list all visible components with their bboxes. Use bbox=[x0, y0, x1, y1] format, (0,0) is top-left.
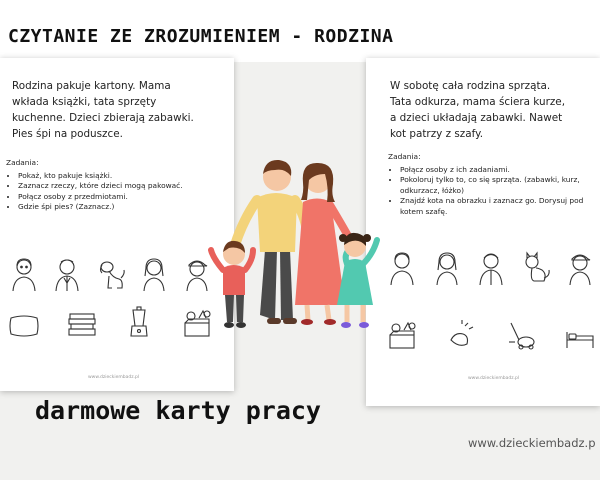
grandfather-icon bbox=[51, 256, 83, 292]
passage-line: Rodzina pakuje kartony. Mama bbox=[12, 80, 171, 92]
reading-passage bbox=[12, 78, 227, 142]
footer-website: www.dzieckiembadz.pl bbox=[88, 375, 140, 380]
tasks-section bbox=[6, 158, 228, 213]
passage-line: W sobotę cała rodzina sprząta. bbox=[390, 80, 551, 92]
worksheet-left bbox=[0, 58, 234, 391]
family-illustration bbox=[205, 150, 395, 335]
bed-icon bbox=[564, 318, 596, 354]
page-title: CZYTANIE ZE ZROZUMIENIEM - RODZINA bbox=[8, 26, 394, 47]
grandmother-icon bbox=[8, 256, 40, 292]
passage-line: kuchenne. Dzieci zbierają zabawki. bbox=[12, 112, 194, 124]
passage-line: wkłada książki, tata sprzęty bbox=[12, 96, 157, 108]
subtitle: darmowe karty pracy bbox=[35, 396, 321, 425]
tasks-list bbox=[388, 165, 596, 218]
books-icon bbox=[66, 306, 98, 342]
task-item: • Połącz osoby z przedmiotami. bbox=[18, 192, 228, 203]
objects-icon-row bbox=[8, 306, 213, 342]
task-item: • Zaznacz rzeczy, które dzieci mogą pakować. bbox=[18, 181, 228, 192]
worksheet-right bbox=[366, 58, 600, 406]
tasks-title: Zadania: bbox=[6, 158, 39, 167]
passage-line: kot patrzy z szafy. bbox=[390, 128, 484, 140]
boy-figure bbox=[211, 241, 253, 328]
task-item: • Gdzie śpi pies? (Zaznacz.) bbox=[18, 202, 228, 213]
tasks-list bbox=[6, 171, 228, 213]
man-icon bbox=[475, 250, 507, 286]
task-item: • Pokaż, kto pakuje książki. bbox=[18, 171, 228, 182]
girl-icon bbox=[138, 256, 170, 292]
reading-passage bbox=[390, 78, 595, 142]
header-band bbox=[0, 0, 600, 62]
people-icon-row bbox=[386, 250, 596, 286]
pillow-icon bbox=[8, 306, 40, 342]
girl-icon bbox=[431, 250, 463, 286]
passage-line: a dzieci układają zabawki. Nawet bbox=[390, 112, 563, 124]
task-item: • Pokoloruj tylko to, co się sprząta. (zabawki, kurz, odkurzacz, łóżko) bbox=[400, 175, 596, 196]
cat-icon bbox=[520, 250, 552, 286]
dusting-icon bbox=[445, 318, 477, 354]
task-item: • Znajdź kota na obrazku i zaznacz go. Dorysuj pod kotem szafę. bbox=[400, 196, 596, 217]
girl-figure bbox=[337, 233, 377, 328]
tasks-title: Zadania: bbox=[388, 152, 421, 161]
website-url: www.dzieckiembadz.p bbox=[468, 436, 596, 450]
passage-line: Pies śpi na poduszce. bbox=[12, 128, 123, 140]
objects-icon-row bbox=[386, 318, 596, 354]
task-item: • Połącz osoby z ich zadaniami. bbox=[400, 165, 596, 176]
passage-line: Tata odkurza, mama ściera kurze, bbox=[390, 96, 566, 108]
dog-icon bbox=[95, 256, 127, 292]
vacuum-icon bbox=[505, 318, 537, 354]
people-icon-row bbox=[8, 256, 213, 292]
tasks-section bbox=[388, 152, 596, 218]
blender-icon bbox=[123, 306, 155, 342]
boy-icon bbox=[564, 250, 596, 286]
footer-website: www.dzieckiembadz.pl bbox=[468, 376, 520, 381]
